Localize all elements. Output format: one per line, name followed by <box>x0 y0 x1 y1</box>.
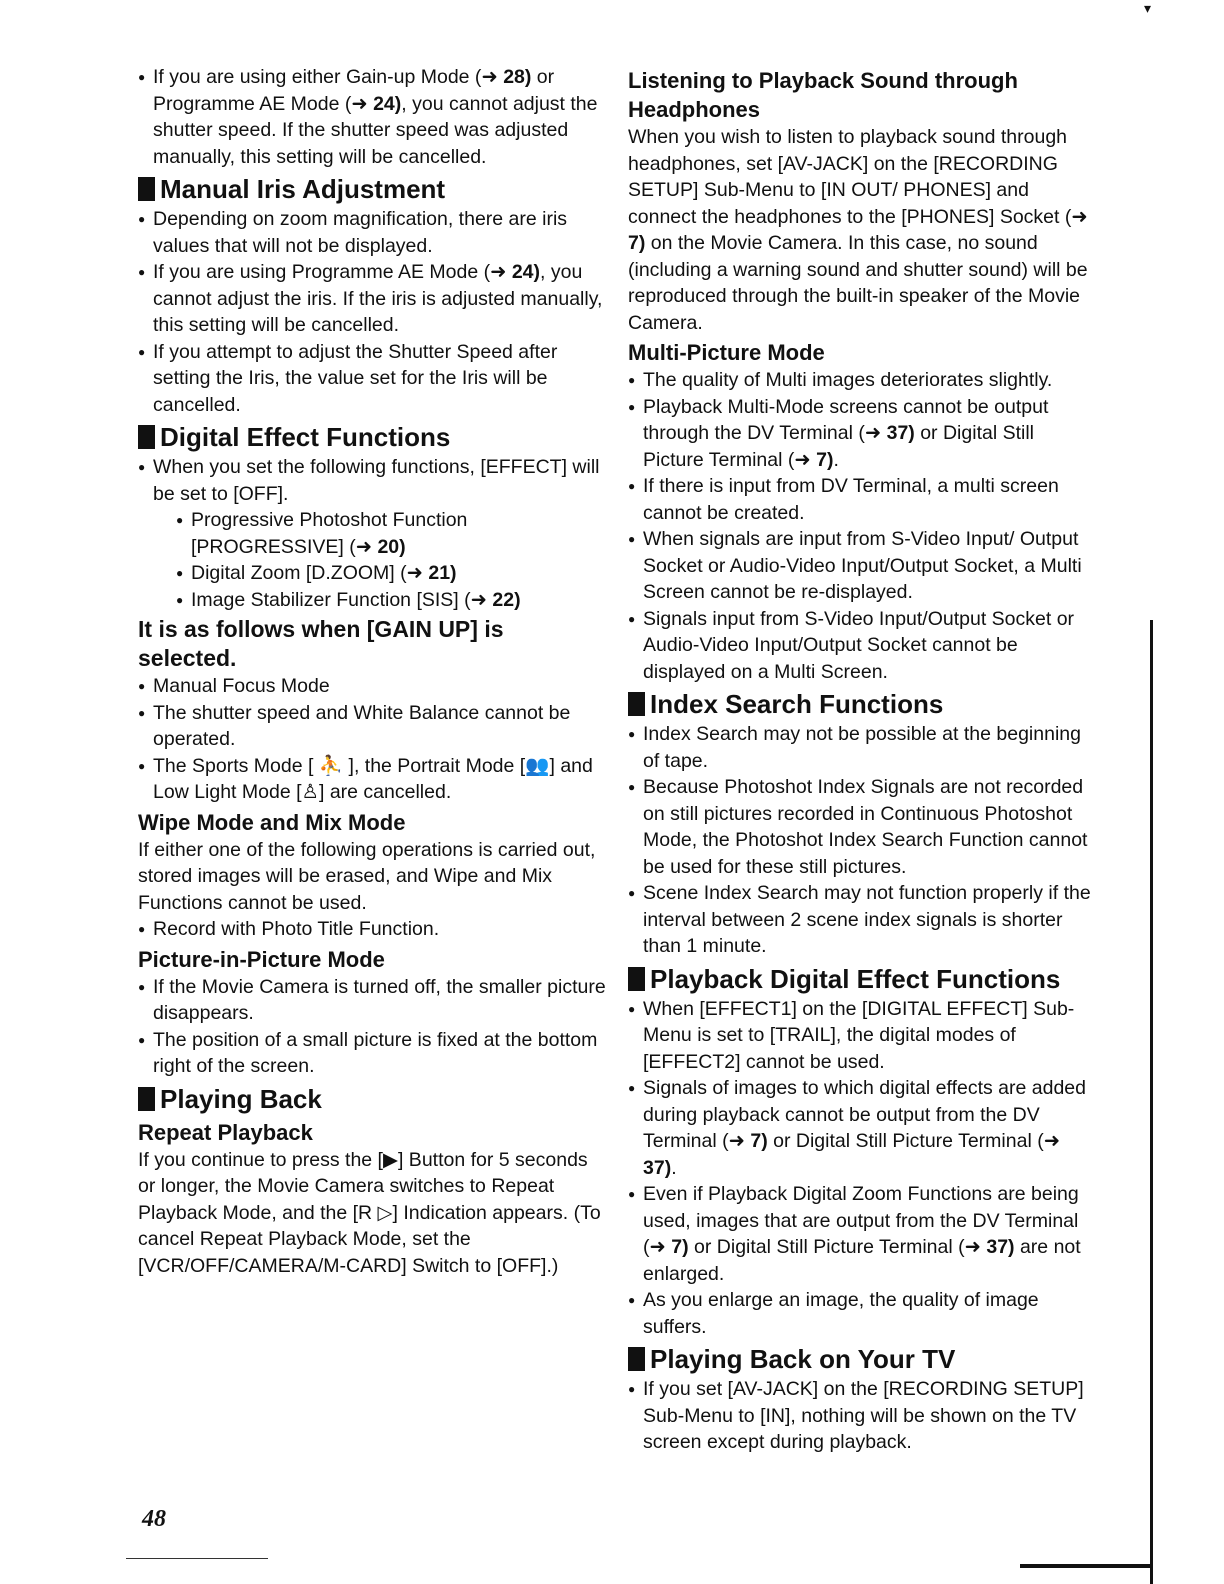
digital-sub-2: ● Digital Zoom [D.ZOOM] (➜ 21) <box>176 560 608 587</box>
multi-note-5: ● Signals input from S-Video Input/Output Socket or Audio-Video Input/Output Socket cannot be displayed on a Multi Screen. <box>628 606 1098 686</box>
heading-playback-digital-effect: Playback Digital Effect Functions <box>628 962 1098 996</box>
heading-digital-effect: Digital Effect Functions <box>138 420 608 454</box>
digital-sub-1: ● Progressive Photoshot Function [PROGRESSIVE] (➜ 20) <box>176 507 608 560</box>
heading-square-icon <box>138 1087 155 1111</box>
heading-playing-back: Playing Back <box>138 1082 608 1116</box>
repeat-playback-text: If you continue to press the [▶] Button for 5 seconds or longer, the Movie Camera switches to Repeat Playback Mode, and the [R ▷] Indication appears. (To cancel Repeat Playback Mode, set the [VCR/OFF/CAMERA/M-CARD] Switch to [OFF].) <box>138 1148 601 1277</box>
pbde-note-2: ● Signals of images to which digital effects are added during playback cannot be output from the DV Terminal (➜ 7) or Digital Still Picture Terminal (➜ 37). <box>628 1075 1098 1181</box>
multi-picture-heading: Multi-Picture Mode <box>628 340 825 365</box>
heading-index-search: Index Search Functions <box>628 687 1098 721</box>
wipe-mix-heading: Wipe Mode and Mix Mode <box>138 809 406 835</box>
heading-square-icon <box>628 967 645 991</box>
portrait-mode-icon: 👥 <box>525 754 550 777</box>
scan-edge-bottom <box>1020 1564 1150 1568</box>
repeat-playback-heading: Repeat Playback <box>138 1119 313 1145</box>
index-note-1: ● Index Search may not be possible at the beginning of tape. <box>628 721 1098 774</box>
heading-square-icon <box>138 425 155 449</box>
footer-rule <box>126 1558 268 1559</box>
multi-note-4: ● When signals are input from S-Video Input/ Output Socket or Audio-Video Input/Output Socket, a Multi Screen cannot be re-displayed. <box>628 526 1098 606</box>
tv-note-1: ● If you set [AV-JACK] on the [RECORDING SETUP] Sub-Menu to [IN], nothing will be shown on the TV screen except during playback. <box>628 1376 1098 1456</box>
index-note-3: ● Scene Index Search may not function properly if the interval between 2 scene index signals is shorter than 1 minute. <box>628 880 1098 960</box>
iris-note-3: ● If you attempt to adjust the Shutter Speed after setting the Iris, the value set for the Iris will be cancelled. <box>138 339 608 419</box>
scan-edge-line <box>1150 620 1153 1584</box>
heading-square-icon <box>628 692 645 716</box>
digital-note-1: ● When you set the following functions, [EFFECT] will be set to [OFF]. <box>138 454 608 507</box>
multi-note-3: ● If there is input from DV Terminal, a multi screen cannot be created. <box>628 473 1098 526</box>
corner-mark: ▾ <box>1144 0 1152 16</box>
shutter-note: ● If you are using either Gain-up Mode (➜ 28) or Programme AE Mode (➜ 24), you cannot adjust the shutter speed. If the shutter speed was adjusted manually, this setting will be cancelled. <box>138 64 608 170</box>
pip-note-1: ● If the Movie Camera is turned off, the smaller picture disappears. <box>138 974 608 1027</box>
pip-heading: Picture-in-Picture Mode <box>138 946 385 972</box>
iris-note-2: ● If you are using Programme AE Mode (➜ 24), you cannot adjust the iris. If the iris is adjusted manually, this setting will be cancelled. <box>138 259 608 339</box>
pbde-note-1: ● When [EFFECT1] on the [DIGITAL EFFECT] Sub-Menu is set to [TRAIL], the digital modes of [EFFECT2] cannot be used. <box>628 996 1098 1076</box>
pbde-note-3: ● Even if Playback Digital Zoom Functions are being used, images that are output from the DV Terminal (➜ 7) or Digital Still Picture Terminal (➜ 37) are not enlarged. <box>628 1181 1098 1287</box>
low-light-mode-icon: ♙ <box>301 781 319 803</box>
heading-playing-back-tv: Playing Back on Your TV <box>628 1342 1098 1376</box>
pbde-note-4: ● As you enlarge an image, the quality of image suffers. <box>628 1287 1098 1340</box>
index-note-2: ● Because Photoshot Index Signals are not recorded on still pictures recorded in Continuous Photoshot Mode, the Photoshot Index Search Function cannot be used for these still pictures. <box>628 774 1098 880</box>
multi-note-1: ● The quality of Multi images deteriorates slightly. <box>628 367 1098 394</box>
listening-heading: Listening to Playback Sound through Headphones <box>628 68 1018 122</box>
page-number: 48 <box>142 1506 166 1532</box>
gain-note-1: ● Manual Focus Mode <box>138 673 608 700</box>
wipe-note-1: ● Record with Photo Title Function. <box>138 916 608 943</box>
pip-note-2: ● The position of a small picture is fixed at the bottom right of the screen. <box>138 1027 608 1080</box>
iris-note-1: ● Depending on zoom magnification, there are iris values that will not be displayed. <box>138 206 608 259</box>
heading-square-icon <box>138 177 155 201</box>
gain-up-heading: It is as follows when [GAIN UP] is selected. <box>138 616 504 671</box>
digital-sub-3: ● Image Stabilizer Function [SIS] (➜ 22) <box>176 587 608 614</box>
heading-square-icon <box>628 1347 645 1371</box>
heading-manual-iris: Manual Iris Adjustment <box>138 172 608 206</box>
right-column <box>628 64 1098 1456</box>
multi-note-2: ● Playback Multi-Mode screens cannot be output through the DV Terminal (➜ 37) or Digital Still Picture Terminal (➜ 7). <box>628 394 1098 474</box>
left-column <box>138 64 608 1279</box>
gain-note-3: ● The Sports Mode [ ⛹ ], the Portrait Mode [👥] and Low Light Mode [♙] are cancelled. <box>138 753 608 806</box>
wipe-mix-text: If either one of the following operations is carried out, stored images will be erased, and Wipe and Mix Functions cannot be used. <box>138 838 596 914</box>
gain-note-2: ● The shutter speed and White Balance cannot be operated. <box>138 700 608 753</box>
sports-mode-icon: ⛹ <box>318 754 344 777</box>
listening-text: When you wish to listen to playback sound through headphones, set [AV-JACK] on the [RECORDING SETUP] Sub-Menu to [IN OUT/ PHONES] and connect the headphones to the [PHONES] Socket (➜ 7) on the Movie Camera. In this case, no sound (including a warning sound and shutter sound) will be reproduced through the built-in speaker of the Movie Camera. <box>628 126 1088 334</box>
